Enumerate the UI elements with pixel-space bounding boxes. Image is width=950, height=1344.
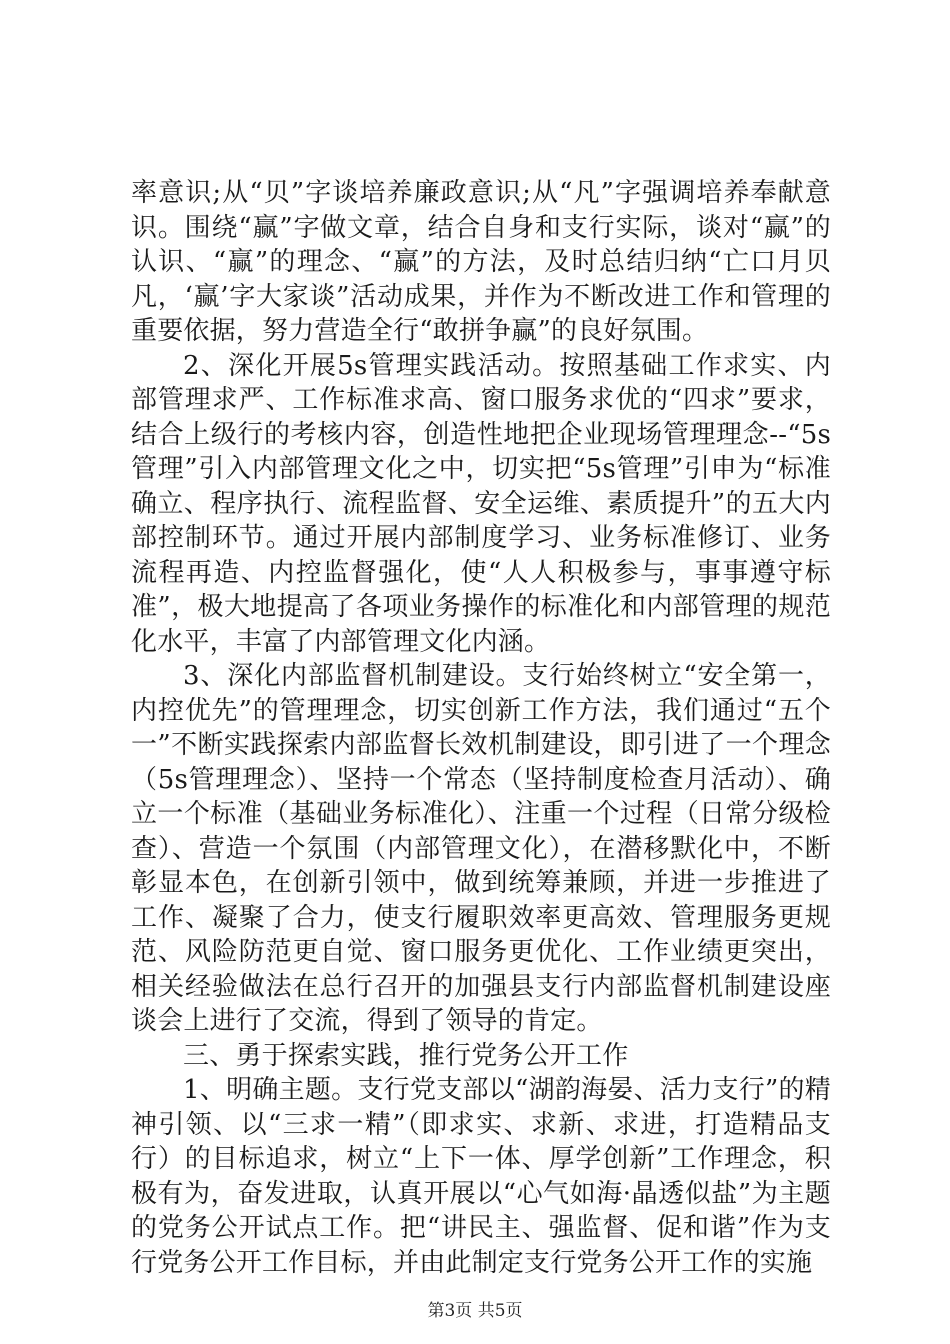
document-body [131, 176, 831, 1280]
section-heading-party-affairs: 三、勇于探索实践，推行党务公开工作 [183, 1040, 629, 1071]
paragraph-clarify-theme: 1、明确主题。支行党支部以“湖韵海晏、活力支行”的精神引领、以“三求一精”（即求实、求新、求进，打造精品支行）的目标追求，树立“上下一体、厚学创新”工作理念，积极有为，奋发进取，认真开展以“心气如海·晶透似盐”为主题的党务公开试点工作。把“讲民主、强监督、促和谐”作为支行党务公开工作目标，并由此制定支行党务公开工作的实施 [131, 1075, 831, 1278]
paragraph-continuation: 率意识;从“贝”字谈培养廉政意识;从“凡”字强调培养奉献意识。围绕“赢”字做文章，结合自身和支行实际，谈对“赢”的认识、“赢”的理念、“赢”的方法，及时总结归纳“亡口月贝凡，‘赢’字大家谈”活动成果，并作为不断改进工作和管理的重要依据，努力营造全行“敢拼争赢”的良好氛围。 [131, 178, 831, 346]
page-number-footer: 第3页 共5页 [427, 1301, 523, 1321]
paragraph-5s-management: 2、深化开展5s管理实践活动。按照基础工作求实、内部管理求严、工作标准求高、窗口服务求优的“四求”要求，结合上级行的考核内容，创造性地把企业现场管理理念--“5s管理”引入内部管理文化之中，切实把“5s管理”引申为“标准确立、程序执行、流程监督、安全运维、素质提升”的五大内部控制环节。通过开展内部制度学习、业务标准修订、业务流程再造、内控监督强化，使“人人积极参与，事事遵守标准”，极大地提高了各项业务操作的标准化和内部管理的规范化水平，丰富了内部管理文化内涵。 [131, 350, 831, 657]
paragraph-internal-supervision: 3、深化内部监督机制建设。支行始终树立“安全第一，内控优先”的管理理念，切实创新工作方法，我们通过“五个一”不断实践探索内部监督长效机制建设，即引进了一个理念（5s管理理念）、坚持一个常态（坚持制度检查月活动）、确立一个标准（基础业务标准化）、注重一个过程（日常分级检查）、营造一个氛围（内部管理文化），在潜移默化中，不断彰显本色，在创新引领中，做到统筹兼顾，并进一步推进了工作、凝聚了合力，使支行履职效率更高效、管理服务更规范、风险防范更自觉、窗口服务更优化、工作业绩更突出，相关经验做法在总行召开的加强县支行内部监督机制建设座谈会上进行了交流，得到了领导的肯定。 [131, 661, 831, 1036]
